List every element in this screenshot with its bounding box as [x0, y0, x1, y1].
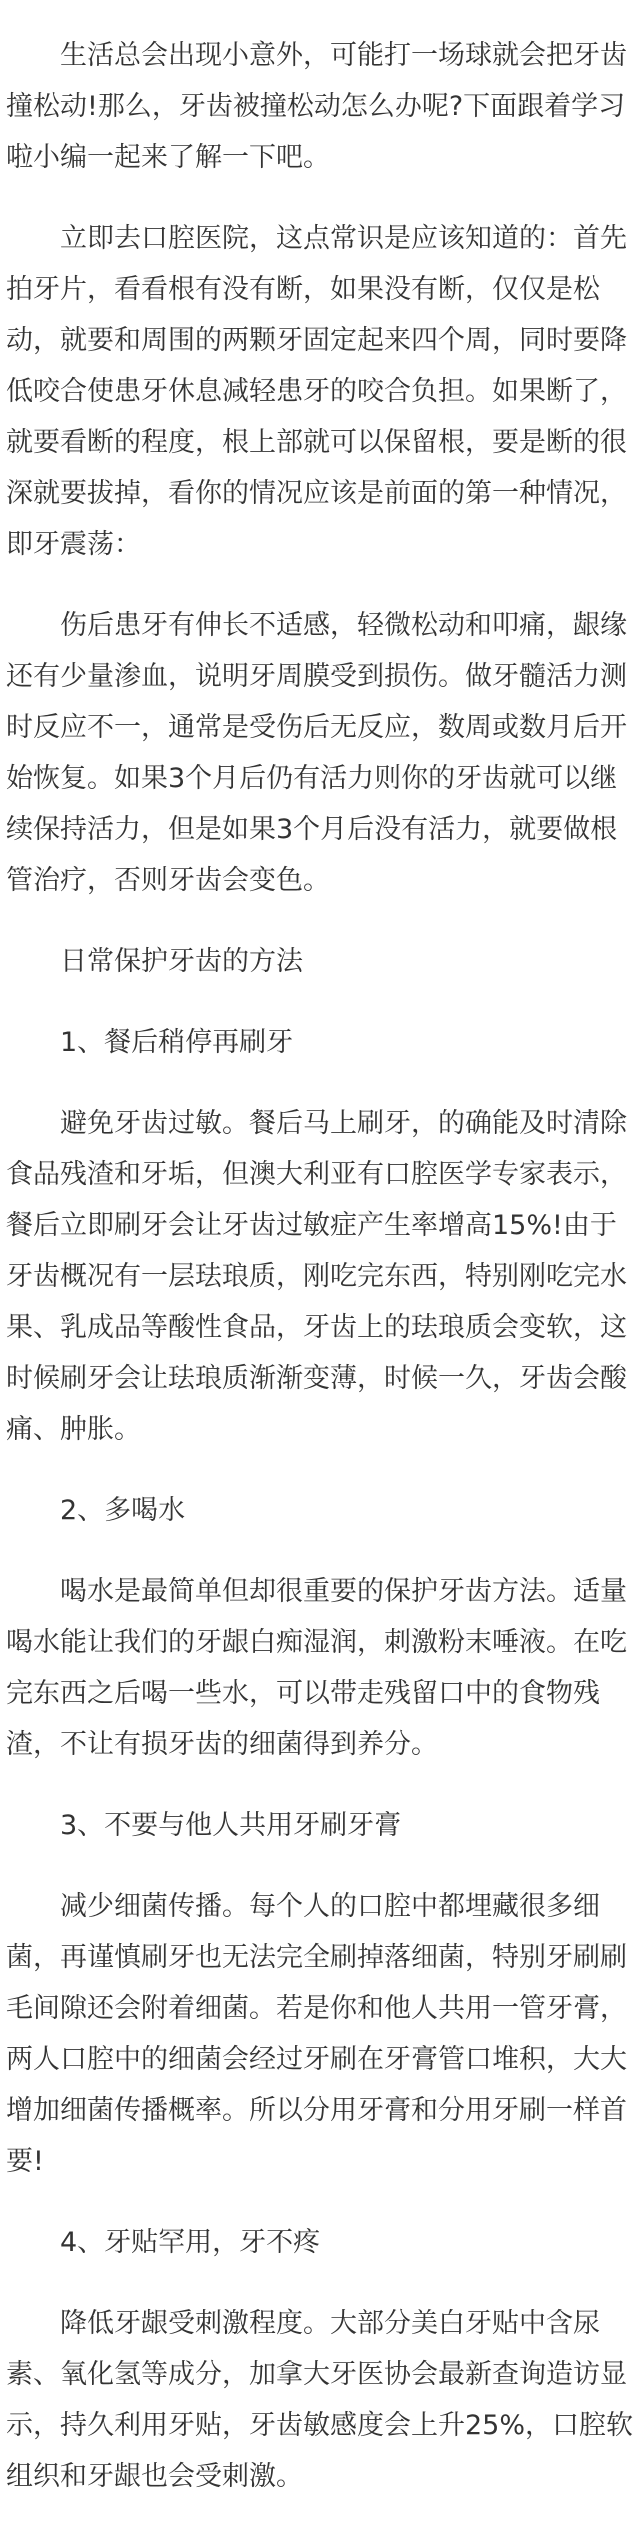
- concussion-paragraph: 伤后患牙有伸长不适感，轻微松动和叩痛，龈缘还有少量渗血，说明牙周膜受到损伤。做牙髓活力测时反应不一，通常是受伤后无反应，数周或数月后开始恢复。如果3个月后仍有活力则你的牙齿就可以继续保持活力，但是如果3个月后没有活力，就要做根管治疗，否则牙齿会变色。: [6, 610, 627, 896]
- tip-heading-3: 3、不要与他人共用牙刷牙膏: [60, 1810, 402, 1841]
- tip-paragraph-1: 避免牙齿过敏。餐后马上刷牙，的确能及时清除食品残渣和牙垢，但澳大利亚有口腔医学专家表示，餐后立即刷牙会让牙齿过敏症产生率增高15%!由于牙齿概况有一层珐琅质，刚吃完东西，特别刚吃完水果、乳成品等酸性食品，牙齿上的珐琅质会变软，这时候刷牙会让珐琅质渐渐变薄，时候一久，牙齿会酸痛、肿胀。: [6, 1108, 627, 1445]
- treatment-paragraph: 立即去口腔医院，这点常识是应该知道的：首先拍牙片，看看根有没有断，如果没有断，仅仅是松动，就要和周围的两颗牙固定起来四个周，同时要降低咬合使患牙休息减轻患牙的咬合负担。如果断了，就要看断的程度，根上部就可以保留根，要是断的很深就要拔掉，看你的情况应该是前面的第一种情况，即牙震荡：: [6, 223, 627, 560]
- tip-heading-4: 4、牙贴罕用，牙不疼: [60, 2227, 321, 2258]
- tip-heading-1: 1、餐后稍停再刷牙: [60, 1027, 294, 1058]
- tip-paragraph-2: 喝水是最简单但却很重要的保护牙齿方法。适量喝水能让我们的牙龈白痴湿润，刺激粉末唾液。在吃完东西之后喝一些水，可以带走残留口中的食物残渣，不让有损牙齿的细菌得到养分。: [6, 1576, 627, 1760]
- tip-paragraph-3: 减少细菌传播。每个人的口腔中都埋藏很多细菌，再谨慎刷牙也无法完全刷掉落细菌，特别牙刷刷毛间隙还会附着细菌。若是你和他人共用一管牙膏，两人口腔中的细菌会经过牙刷在牙膏管口堆积，大大增加细菌传播概率。所以分用牙膏和分用牙刷一样首要!: [6, 1891, 627, 2177]
- section-heading: 日常保护牙齿的方法: [60, 946, 303, 977]
- intro-paragraph: 生活总会出现小意外，可能打一场球就会把牙齿撞松动!那么，牙齿被撞松动怎么办呢?下面跟着学习啦小编一起来了解一下吧。: [6, 40, 627, 173]
- tip-paragraph-4: 降低牙龈受刺激程度。大部分美白牙贴中含尿素、氧化氢等成分，加拿大牙医协会最新查询造访显示，持久利用牙贴，牙齿敏感度会上升25%，口腔软组织和牙龈也会受刺激。: [6, 2308, 634, 2492]
- tip-heading-2: 2、多喝水: [60, 1495, 186, 1526]
